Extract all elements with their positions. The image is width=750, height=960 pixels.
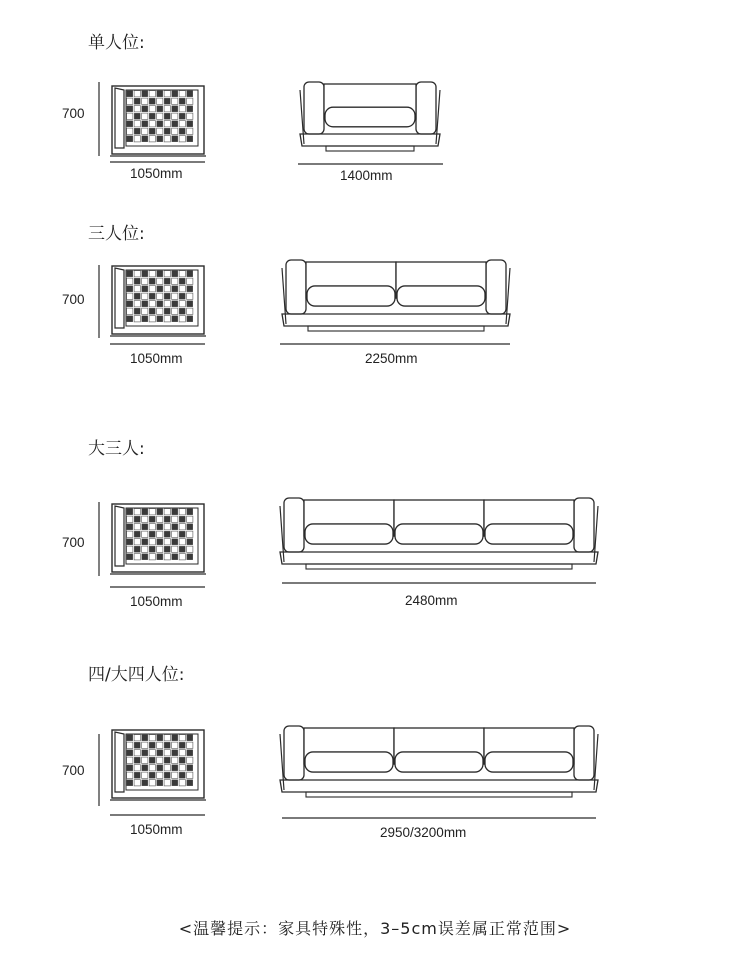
weave-cell <box>149 98 155 104</box>
plinth <box>308 326 484 331</box>
weave-cell <box>142 750 148 756</box>
weave-cell <box>164 742 170 748</box>
right-arm-cushion <box>574 726 594 780</box>
weave-cell <box>164 98 170 104</box>
weave-cell <box>172 735 178 741</box>
weave-cell <box>179 516 185 522</box>
weave-cell <box>179 308 185 314</box>
weave-cell <box>134 772 140 778</box>
weave-cell <box>142 765 148 771</box>
weave-cell <box>142 554 148 560</box>
width-label: 1400mm <box>340 168 393 183</box>
weave-cell <box>172 524 178 530</box>
weave-cell <box>187 509 193 515</box>
weave-cell <box>172 106 178 112</box>
side-back-cushion <box>115 732 124 792</box>
seat-cushion <box>485 752 573 772</box>
plinth <box>306 792 572 797</box>
seat-cushion <box>397 286 485 306</box>
weave-cell <box>149 772 155 778</box>
weave-cell <box>127 271 133 277</box>
weave-cell <box>179 757 185 763</box>
width-label: 2250mm <box>365 351 418 366</box>
plinth <box>326 146 414 151</box>
weave-cell <box>134 293 140 299</box>
weave-cell <box>172 136 178 142</box>
right-arm-cushion <box>486 260 506 314</box>
weave-cell <box>142 286 148 292</box>
weave-cell <box>179 772 185 778</box>
weave-cell <box>179 113 185 119</box>
weave-cell <box>127 136 133 142</box>
woven-side-panel <box>110 504 206 574</box>
weave-cell <box>127 121 133 127</box>
left-arm-cushion <box>284 726 304 780</box>
width-label: 2950/3200mm <box>380 825 467 840</box>
side-view <box>110 266 206 336</box>
weave-cell <box>164 531 170 537</box>
weave-cell <box>187 106 193 112</box>
right-arm-cushion <box>416 82 436 134</box>
weave-cell <box>149 128 155 134</box>
weave-cell <box>127 286 133 292</box>
weave-cell <box>127 301 133 307</box>
depth-label: 1050mm <box>130 822 183 837</box>
weave-cell <box>134 113 140 119</box>
front-view <box>300 82 440 151</box>
weave-cell <box>127 554 133 560</box>
base-frame <box>280 552 598 564</box>
weave-cell <box>179 278 185 284</box>
section-title: 大三人: <box>88 439 145 459</box>
weave-cell <box>172 539 178 545</box>
weave-cell <box>142 524 148 530</box>
weave-cell <box>142 735 148 741</box>
weave-cell <box>134 98 140 104</box>
side-view <box>110 730 206 800</box>
woven-side-panel <box>110 266 206 336</box>
base-frame <box>280 780 598 792</box>
weave-cell <box>164 516 170 522</box>
seat-cushion <box>395 752 483 772</box>
weave-cell <box>157 106 163 112</box>
weave-cell <box>179 128 185 134</box>
weave-cell <box>127 780 133 786</box>
footer-note: <温馨提示：家具特殊性，3–5cm误差属正常范围> <box>178 919 572 938</box>
weave-cell <box>164 757 170 763</box>
weave-cell <box>187 136 193 142</box>
weave-cell <box>172 765 178 771</box>
weave-cell <box>142 121 148 127</box>
side-back-cushion <box>115 506 124 566</box>
weave-cell <box>187 91 193 97</box>
weave-cell <box>149 742 155 748</box>
weave-cell <box>157 765 163 771</box>
right-arm-cushion <box>574 498 594 552</box>
side-back-cushion <box>115 88 124 148</box>
weave-cell <box>134 516 140 522</box>
weave-cell <box>142 136 148 142</box>
weave-cell <box>187 780 193 786</box>
weave-cell <box>142 106 148 112</box>
sofa-section <box>99 726 598 818</box>
weave-cell <box>179 546 185 552</box>
height-label: 700 <box>62 106 85 121</box>
weave-cell <box>187 524 193 530</box>
front-view <box>280 498 598 569</box>
weave-cell <box>127 106 133 112</box>
sofa-section <box>99 260 510 344</box>
weave-cell <box>172 316 178 322</box>
weave-cell <box>142 509 148 515</box>
depth-label: 1050mm <box>130 166 183 181</box>
weave-cell <box>179 742 185 748</box>
weave-cell <box>149 113 155 119</box>
weave-cell <box>172 271 178 277</box>
weave-cell <box>127 524 133 530</box>
width-label: 2480mm <box>405 593 458 608</box>
sofa-section <box>99 498 598 587</box>
weave-cell <box>142 91 148 97</box>
weave-cell <box>172 750 178 756</box>
weave-cell <box>157 316 163 322</box>
seat-cushion <box>305 752 393 772</box>
seat-cushion <box>307 286 395 306</box>
weave-cell <box>149 278 155 284</box>
weave-cell <box>164 308 170 314</box>
woven-side-panel <box>110 86 206 156</box>
side-back-cushion <box>115 268 124 328</box>
weave-cell <box>172 780 178 786</box>
weave-cell <box>157 121 163 127</box>
weave-cell <box>142 780 148 786</box>
side-view <box>110 504 206 574</box>
weave-cell <box>142 301 148 307</box>
weave-cell <box>127 765 133 771</box>
weave-cell <box>179 98 185 104</box>
weave-cell <box>127 750 133 756</box>
weave-cell <box>142 316 148 322</box>
weave-cell <box>164 772 170 778</box>
weave-cell <box>127 735 133 741</box>
weave-cell <box>157 271 163 277</box>
weave-cell <box>164 293 170 299</box>
front-view <box>280 726 598 797</box>
weave-cell <box>172 554 178 560</box>
weave-cell <box>157 301 163 307</box>
weave-cell <box>157 91 163 97</box>
height-label: 700 <box>62 535 85 550</box>
weave-cell <box>157 539 163 545</box>
weave-cell <box>134 531 140 537</box>
weave-cell <box>157 780 163 786</box>
plinth <box>306 564 572 569</box>
weave-cell <box>172 286 178 292</box>
depth-label: 1050mm <box>130 351 183 366</box>
weave-cell <box>187 316 193 322</box>
weave-cell <box>187 554 193 560</box>
left-arm-cushion <box>304 82 324 134</box>
weave-cell <box>157 524 163 530</box>
seat-cushion <box>395 524 483 544</box>
weave-cell <box>134 128 140 134</box>
weave-cell <box>149 308 155 314</box>
weave-cell <box>149 293 155 299</box>
weave-cell <box>187 750 193 756</box>
seat-cushion <box>325 107 415 127</box>
weave-cell <box>172 91 178 97</box>
weave-cell <box>157 735 163 741</box>
weave-cell <box>149 531 155 537</box>
weave-cell <box>172 509 178 515</box>
weave-cell <box>127 316 133 322</box>
section-title: 三人位: <box>88 224 145 244</box>
weave-cell <box>187 271 193 277</box>
seat-cushion <box>485 524 573 544</box>
weave-cell <box>134 757 140 763</box>
height-label: 700 <box>62 292 85 307</box>
left-arm-cushion <box>284 498 304 552</box>
weave-cell <box>149 516 155 522</box>
weave-cell <box>179 531 185 537</box>
weave-cell <box>157 136 163 142</box>
side-view <box>110 86 206 156</box>
weave-cell <box>142 271 148 277</box>
weave-cell <box>179 293 185 299</box>
weave-cell <box>149 757 155 763</box>
weave-cell <box>149 546 155 552</box>
base-frame <box>282 314 510 326</box>
weave-cell <box>164 113 170 119</box>
weave-cell <box>157 554 163 560</box>
weave-cell <box>164 278 170 284</box>
weave-cell <box>164 128 170 134</box>
weave-cell <box>172 121 178 127</box>
front-view <box>282 260 510 331</box>
weave-cell <box>134 278 140 284</box>
weave-cell <box>157 509 163 515</box>
base-frame <box>300 134 440 146</box>
weave-cell <box>157 286 163 292</box>
sofa-section <box>99 82 443 164</box>
depth-label: 1050mm <box>130 594 183 609</box>
weave-cell <box>127 539 133 545</box>
weave-cell <box>134 308 140 314</box>
weave-cell <box>187 121 193 127</box>
weave-cell <box>134 546 140 552</box>
weave-cell <box>127 91 133 97</box>
weave-cell <box>172 301 178 307</box>
weave-cell <box>187 301 193 307</box>
weave-cell <box>187 539 193 545</box>
weave-cell <box>134 742 140 748</box>
weave-cell <box>187 765 193 771</box>
section-title: 四/大四人位: <box>88 665 185 685</box>
weave-cell <box>127 509 133 515</box>
seat-cushion <box>305 524 393 544</box>
woven-side-panel <box>110 730 206 800</box>
weave-cell <box>187 735 193 741</box>
section-title: 单人位: <box>88 33 145 53</box>
weave-cell <box>157 750 163 756</box>
left-arm-cushion <box>286 260 306 314</box>
weave-cell <box>142 539 148 545</box>
weave-cell <box>187 286 193 292</box>
height-label: 700 <box>62 763 85 778</box>
weave-cell <box>164 546 170 552</box>
